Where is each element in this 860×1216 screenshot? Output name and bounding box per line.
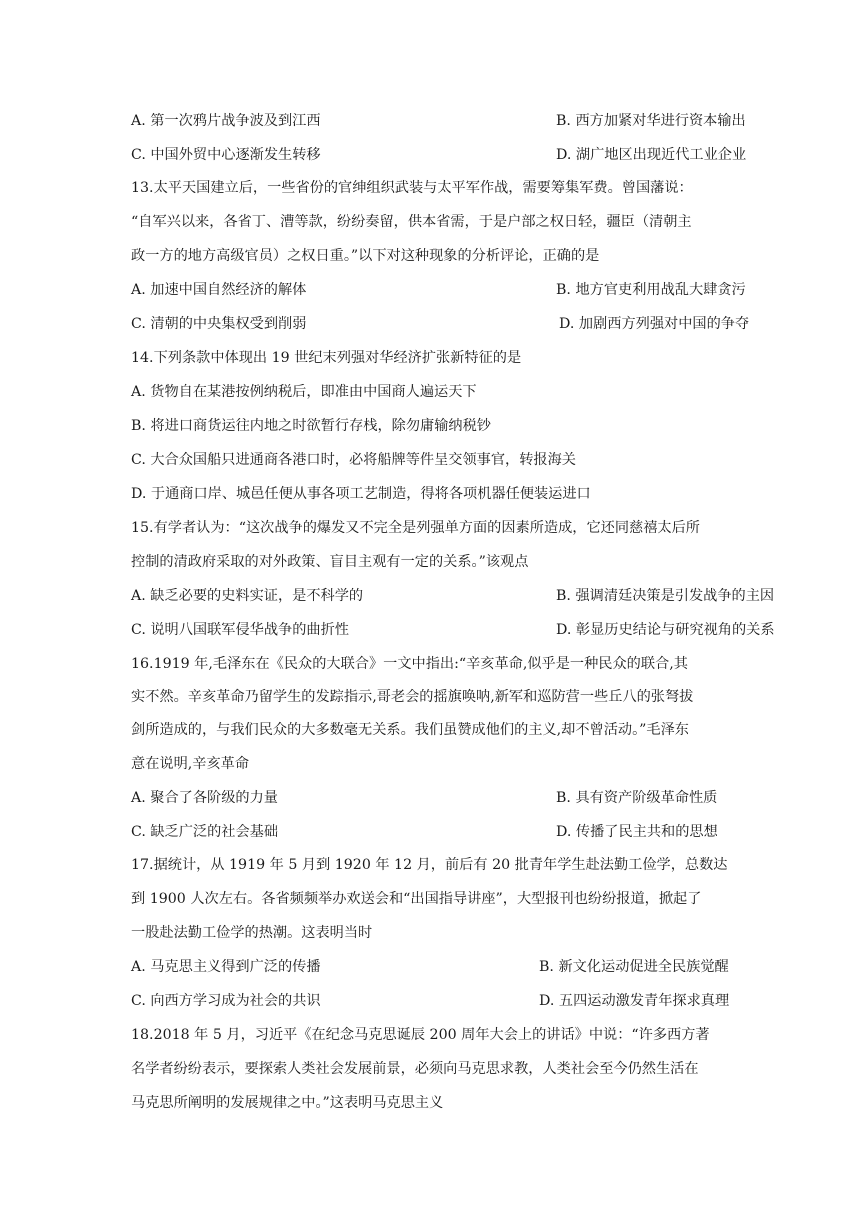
q16-option-a: A. 聚合了各阶级的力量 <box>131 790 278 806</box>
q17-option-b: B. 新文化运动促进全民族觉醒 <box>539 959 729 975</box>
q12-option-d: D. 湖广地区出现近代工业企业 <box>556 147 747 163</box>
q13-option-a: A. 加速中国自然经济的解体 <box>131 282 307 298</box>
q15-option-b: B. 强调清廷决策是引发战争的主因 <box>556 588 775 604</box>
q14-stem-line-1: 14.下列条款中体现出 19 世纪末列强对华经济扩张新特征的是 <box>131 350 522 366</box>
q15-options-row-2 <box>131 620 800 640</box>
q13-option-d: D. 加剧西方列强对中国的争夺 <box>559 316 750 332</box>
q16-stem-line-3: 剑所造成的，与我们民众的大多数毫无关系。我们虽赞成他们的主义,却不曾活动。”毛泽东 <box>131 722 689 738</box>
q14-option-d: D. 于通商口岸、城邑任便从事各项工艺制造，得将各项机器任便装运进口 <box>131 486 591 502</box>
q13-stem-line-2: “自军兴以来，各省丁、漕等款，纷纷奏留，供本省需，于是户部之权日轻，疆臣（清朝主 <box>131 214 692 230</box>
q12-options-row-1 <box>131 111 800 131</box>
q17-stem-line-2: 到 1900 人次左右。各省频频举办欢送会和“出国指导讲座”，大型报刊也纷纷报道，掀起了 <box>131 891 702 907</box>
q16-options-row-1 <box>131 788 800 808</box>
q18-stem-line-3: 马克思所阐明的发展规律之中。”这表明马克思主义 <box>131 1095 444 1111</box>
q17-option-a: A. 马克思主义得到广泛的传播 <box>131 959 321 975</box>
q17-stem-line-3: 一股赴法勤工俭学的热潮。这表明当时 <box>131 925 373 941</box>
q15-options-row-1 <box>131 586 800 606</box>
q12-option-c: C. 中国外贸中心逐渐发生转移 <box>131 147 321 163</box>
q15-option-a: A. 缺乏必要的史料实证，是不科学的 <box>131 588 364 604</box>
q16-stem-line-1: 16.1919 年,毛泽东在《民众的大联合》一文中指出:“辛亥革命,似乎是一种民众的联合,其 <box>131 656 688 672</box>
q13-options-row-2 <box>131 314 800 334</box>
q15-option-c: C. 说明八国联军侵华战争的曲折性 <box>131 622 349 638</box>
q13-option-c: C. 清朝的中央集权受到削弱 <box>131 316 307 332</box>
q16-option-b: B. 具有资产阶级革命性质 <box>556 790 718 806</box>
q15-option-d: D. 彰显历史结论与研究视角的关系 <box>556 622 775 638</box>
q14-option-a: A. 货物自在某港按例纳税后，即准由中国商人遍运天下 <box>131 384 477 400</box>
q17-options-row-2 <box>131 991 800 1011</box>
q14-option-c: C. 大合众国船只进通商各港口时，必将船牌等件呈交领事官，转报海关 <box>131 452 576 468</box>
q13-stem-line-1: 13.太平天国建立后，一些省份的官绅组织武装与太平军作战，需要筹集军费。曾国藩说： <box>131 180 693 196</box>
q16-options-row-2 <box>131 822 800 842</box>
q18-stem-line-1: 18.2018 年 5 月，习近平《在纪念马克思诞辰 200 周年大会上的讲话》中说：“许多西方著 <box>131 1027 710 1043</box>
q16-stem-line-4: 意在说明,辛亥革命 <box>131 756 250 772</box>
q17-option-d: D. 五四运动激发青年探求真理 <box>539 993 730 1009</box>
q18-stem-line-2: 名学者纷纷表示，要探索人类社会发展前景，必须向马克思求教，人类社会至今仍然生活在 <box>131 1061 699 1077</box>
q16-option-c: C. 缺乏广泛的社会基础 <box>131 824 279 840</box>
q16-stem-line-2: 实不然。辛亥革命乃留学生的发踪指示,哥老会的摇旗唤呐,新军和巡防营一些丘八的张弩拔 <box>131 689 694 705</box>
q12-option-b: B. 西方加紧对华进行资本输出 <box>556 113 746 129</box>
q13-option-b: B. 地方官吏利用战乱大肆贪污 <box>556 282 746 298</box>
q12-options-row-2 <box>131 145 800 165</box>
q14-option-b: B. 将进口商货运往内地之时欲暂行存栈，除勿庸输纳税钞 <box>131 418 491 434</box>
q13-stem-line-3: 政一方的地方高级官员）之权日重。”以下对这种现象的分析评论，正确的是 <box>131 248 600 264</box>
q17-stem-line-1: 17.据统计，从 1919 年 5 月到 1920 年 12 月，前后有 20 批青年学生赴法勤工俭学，总数达 <box>131 857 728 873</box>
q12-option-a: A. 第一次鸦片战争波及到江西 <box>131 113 321 129</box>
q16-option-d: D. 传播了民主共和的思想 <box>556 824 718 840</box>
q17-options-row-1 <box>131 957 800 977</box>
q15-stem-line-1: 15.有学者认为：“这次战争的爆发又不完全是列强单方面的因素所造成，它还同慈禧太后所 <box>131 520 700 536</box>
q15-stem-line-2: 控制的清政府采取的对外政策、盲目主观有一定的关系。”该观点 <box>131 554 529 570</box>
q17-option-c: C. 向西方学习成为社会的共识 <box>131 993 321 1009</box>
q13-options-row-1 <box>131 280 800 300</box>
